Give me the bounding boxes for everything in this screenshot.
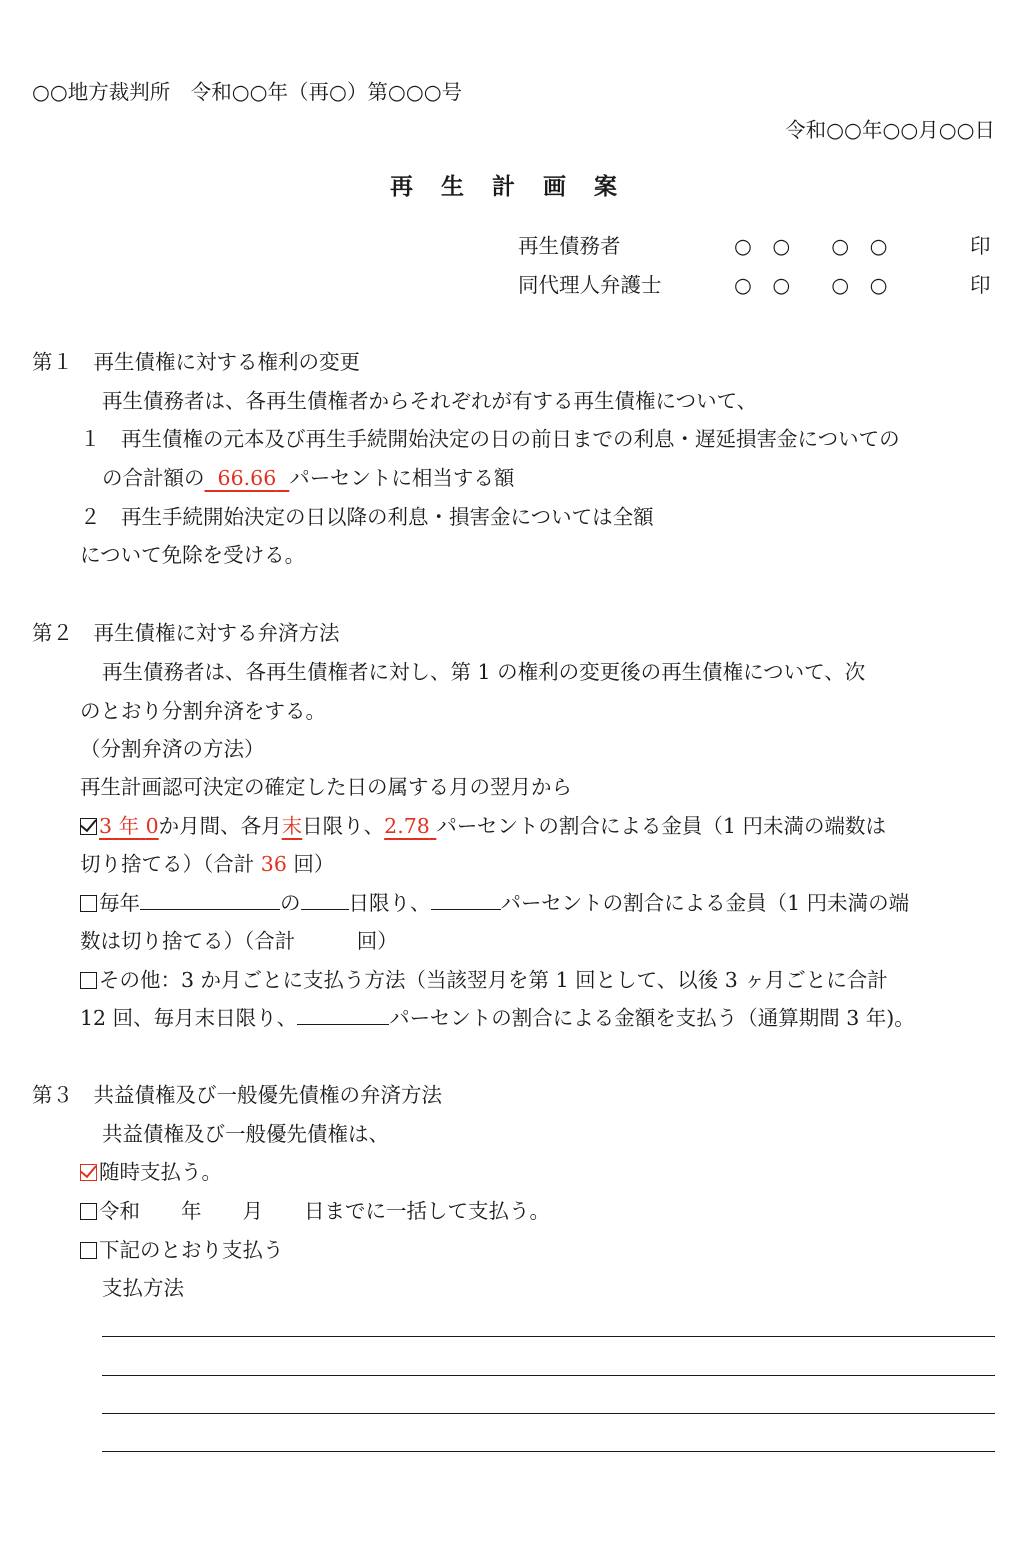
section2-option3 <box>80 966 888 994</box>
debtor-name: ○ ○ ○ ○ <box>734 234 888 258</box>
option1-text-c: パーセントの割合による金員（1 円未満の端数は <box>436 814 886 838</box>
payment-method-line[interactable] <box>102 1413 995 1414</box>
section3-option2-label: 令和 年 月 日までに一括して支払う。 <box>99 1199 550 1223</box>
section3-option2-checkbox[interactable] <box>80 1203 97 1220</box>
section3-method: 支払方法 <box>102 1276 184 1300</box>
section2-heading: 第２ 再生債権に対する弁済方法 <box>32 621 340 645</box>
option3-line1: その他：3 か月ごとに支払う方法（当該翌月を第 1 回として、以後 3 ヶ月ごとに合計 <box>99 968 888 992</box>
attorney-name: ○ ○ ○ ○ <box>734 273 888 297</box>
section2-intro-line2: のとおり分割弁済をする。 <box>80 699 326 723</box>
option2-checkbox[interactable] <box>80 895 97 912</box>
payment-method-line[interactable] <box>102 1375 995 1376</box>
item1-text-pre: の合計額の <box>102 466 205 490</box>
section2-option3-line2 <box>80 1004 915 1032</box>
item1-text-post: パーセントに相当する額 <box>289 466 515 490</box>
option2-text-c: 日限り、 <box>348 891 431 915</box>
debtor-role: 再生債務者 <box>518 234 621 258</box>
option2-text-a: 毎年 <box>99 891 140 915</box>
case-number: ○○地方裁判所 令和○○年（再○）第○○○号 <box>32 80 463 104</box>
option3-checkbox[interactable] <box>80 972 97 989</box>
section2-option2-line2: 数は切り捨てる）（合計 回） <box>80 929 398 953</box>
option2-blank-day[interactable] <box>301 891 349 910</box>
option2-text-b: の <box>280 891 301 915</box>
section2-intro-line1: 再生債務者は、各再生債権者に対し、第 1 の権利の変更後の再生債権について、次 <box>102 660 866 684</box>
payment-method-line[interactable] <box>102 1336 995 1337</box>
section2-option2 <box>80 889 909 917</box>
section3-option3-label: 下記のとおり支払う <box>99 1238 284 1262</box>
section2-option1-line2 <box>80 850 334 878</box>
section3-option3-checkbox[interactable] <box>80 1242 97 1259</box>
section3-option1 <box>80 1158 222 1186</box>
option2-blank-percent[interactable] <box>431 891 501 910</box>
section3-heading: 第３ 共益債権及び一般優先債権の弁済方法 <box>32 1083 442 1107</box>
section1-heading: 第１ 再生債権に対する権利の変更 <box>32 350 360 374</box>
option3-line2-post: パーセントの割合による金額を支払う（通算期間 3 年)。 <box>389 1006 915 1030</box>
section2-method-label: （分割弁済の方法） <box>80 737 265 761</box>
option1-line2-post: 回） <box>286 852 335 876</box>
section2-start: 再生計画認可決定の確定した日の属する月の翌月から <box>80 775 572 799</box>
option1-total: 36 <box>260 852 287 876</box>
option1-percent: 2.78 <box>384 814 430 838</box>
option2-text-d: パーセントの割合による金員（1 円未満の端 <box>500 891 910 915</box>
section1-item2: ２ 再生手続開始決定の日以降の利息・損害金については全額 <box>80 505 654 529</box>
section1-item1-line1: １ 再生債権の元本及び再生手続開始決定の日の前日までの利息・遅延損害金についての <box>80 427 900 451</box>
section3-option3 <box>80 1236 284 1264</box>
option1-text-a: か月間、各月 <box>158 814 282 838</box>
section1-item1-line2 <box>102 464 514 492</box>
section3-option1-label: 随時支払う。 <box>99 1160 222 1184</box>
attorney-role: 同代理人弁護士 <box>518 273 662 297</box>
option1-line2-pre: 切り捨てる）（合計 <box>80 852 261 876</box>
option1-years: 3 年 0 <box>99 814 159 838</box>
document-date: 令和○○年○○月○○日 <box>785 118 995 142</box>
payment-method-line[interactable] <box>102 1451 995 1452</box>
document-title: 再生計画案 <box>390 173 645 200</box>
attorney-seal: 印 <box>970 273 991 297</box>
option1-text-b: 日限り、 <box>302 814 385 838</box>
section2-option1 <box>80 812 886 840</box>
section1-intro: 再生債務者は、各再生債権者からそれぞれが有する再生債権について、 <box>102 389 758 413</box>
section1-closing: について免除を受ける。 <box>80 543 306 567</box>
option3-blank-percent[interactable] <box>297 1006 389 1025</box>
section3-intro: 共益債権及び一般優先債権は、 <box>102 1122 389 1146</box>
section3-option1-checkbox[interactable] <box>80 1164 97 1181</box>
option1-day: 末 <box>281 814 303 838</box>
option3-line2-pre: 12 回、毎月末日限り、 <box>80 1006 298 1030</box>
option2-blank-date[interactable] <box>140 891 280 910</box>
debtor-seal: 印 <box>970 234 991 258</box>
section3-option2 <box>80 1197 550 1225</box>
item1-percent: 66.66 <box>217 466 277 490</box>
option1-checkbox[interactable] <box>80 818 97 835</box>
